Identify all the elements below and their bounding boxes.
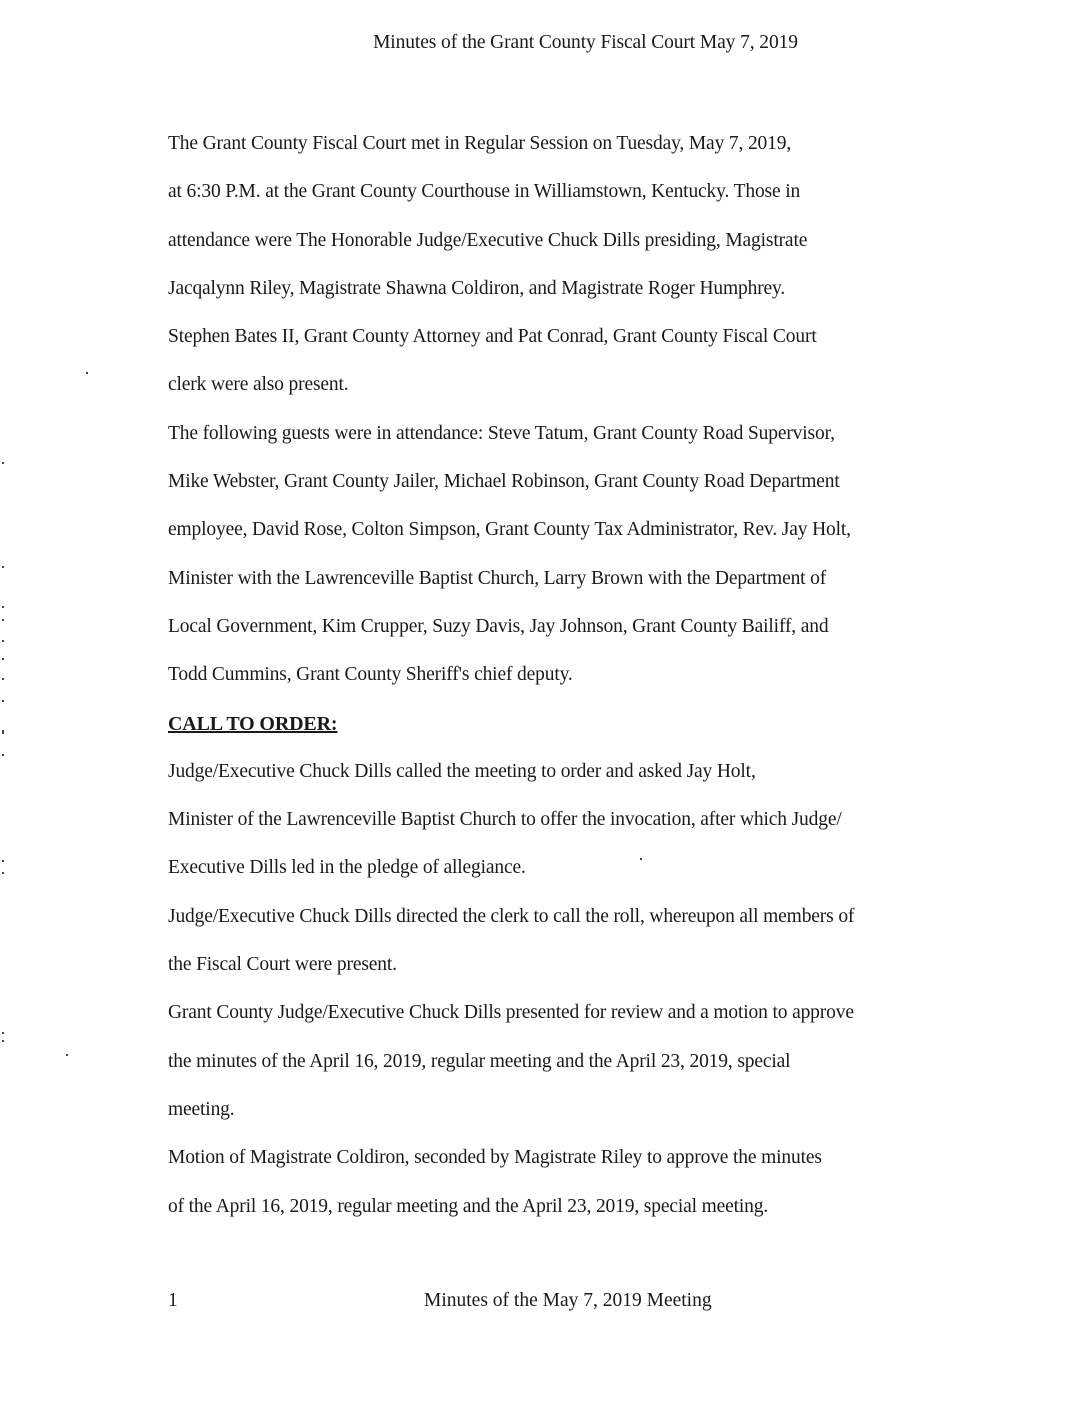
scan-artifact bbox=[2, 1040, 4, 1042]
body-line: Local Government, Kim Crupper, Suzy Davis, Jay Johnson, Grant County Bailiff, and bbox=[168, 615, 829, 637]
scan-artifact bbox=[2, 566, 4, 568]
page-number: 1 bbox=[168, 1290, 178, 1311]
body-line: Stephen Bates II, Grant County Attorney and Pat Conrad, Grant County Fiscal Court bbox=[168, 326, 817, 348]
section-line: meeting. bbox=[168, 1098, 235, 1120]
body-line: at 6:30 P.M. at the Grant County Courthouse in Williamstown, Kentucky. Those in bbox=[168, 181, 801, 203]
scan-artifact bbox=[2, 619, 4, 621]
body-line: Jacqalynn Riley, Magistrate Shawna Coldiron, and Magistrate Roger Humphrey. bbox=[168, 277, 786, 299]
section-line: the minutes of the April 16, 2019, regular meeting and the April 23, 2019, special bbox=[168, 1050, 791, 1072]
scan-artifact bbox=[2, 700, 4, 702]
footer-title: Minutes of the May 7, 2019 Meeting bbox=[424, 1290, 712, 1311]
scan-artifact bbox=[2, 1032, 4, 1034]
section-line: Motion of Magistrate Coldiron, seconded by Magistrate Riley to approve the minutes bbox=[168, 1147, 822, 1169]
scan-artifact bbox=[2, 754, 4, 756]
section-line: the Fiscal Court were present. bbox=[168, 954, 397, 976]
scan-artifact bbox=[2, 732, 4, 734]
body-line: The Grant County Fiscal Court met in Regular Session on Tuesday, May 7, 2019, bbox=[168, 133, 792, 154]
body-line: Minister with the Lawrenceville Baptist Church, Larry Brown with the Department of bbox=[168, 567, 827, 589]
section-line: Grant County Judge/Executive Chuck Dills presented for review and a motion to approve bbox=[168, 1002, 854, 1024]
scan-artifact bbox=[2, 872, 4, 874]
body-line: clerk were also present. bbox=[168, 374, 349, 396]
section-heading-call-to-order: CALL TO ORDER: bbox=[168, 712, 338, 735]
page-header: Minutes of the Grant County Fiscal Court May 7, 2019 bbox=[373, 32, 798, 53]
body-line: employee, David Rose, Colton Simpson, Grant County Tax Administrator, Rev. Jay Holt, bbox=[168, 519, 851, 541]
scan-artifact bbox=[640, 858, 642, 860]
scan-artifact bbox=[2, 658, 4, 660]
section-line: Executive Dills led in the pledge of allegiance. bbox=[168, 857, 526, 879]
scan-artifact bbox=[2, 730, 4, 732]
body-line: Todd Cummins, Grant County Sheriff's chief deputy. bbox=[168, 664, 573, 686]
scan-artifact bbox=[2, 640, 4, 642]
section-line: Minister of the Lawrenceville Baptist Church to offer the invocation, after which Judge/ bbox=[168, 809, 842, 831]
body-line: The following guests were in attendance: Steve Tatum, Grant County Road Supervisor, bbox=[168, 422, 835, 444]
document-body bbox=[168, 120, 948, 1231]
scan-artifact bbox=[2, 462, 4, 464]
section-line: Judge/Executive Chuck Dills directed the clerk to call the roll, whereupon all members of bbox=[168, 905, 855, 927]
scan-artifact bbox=[2, 860, 4, 862]
scan-artifact bbox=[2, 606, 4, 608]
scan-artifact bbox=[66, 1054, 68, 1056]
body-line: Mike Webster, Grant County Jailer, Michael Robinson, Grant County Road Department bbox=[168, 471, 840, 493]
scan-artifact bbox=[2, 678, 4, 680]
section-line: Judge/Executive Chuck Dills called the meeting to order and asked Jay Holt, bbox=[168, 760, 756, 782]
body-line: attendance were The Honorable Judge/Executive Chuck Dills presiding, Magistrate bbox=[168, 229, 808, 251]
scan-artifact bbox=[86, 372, 88, 374]
section-line: of the April 16, 2019, regular meeting and the April 23, 2019, special meeting. bbox=[168, 1195, 769, 1217]
